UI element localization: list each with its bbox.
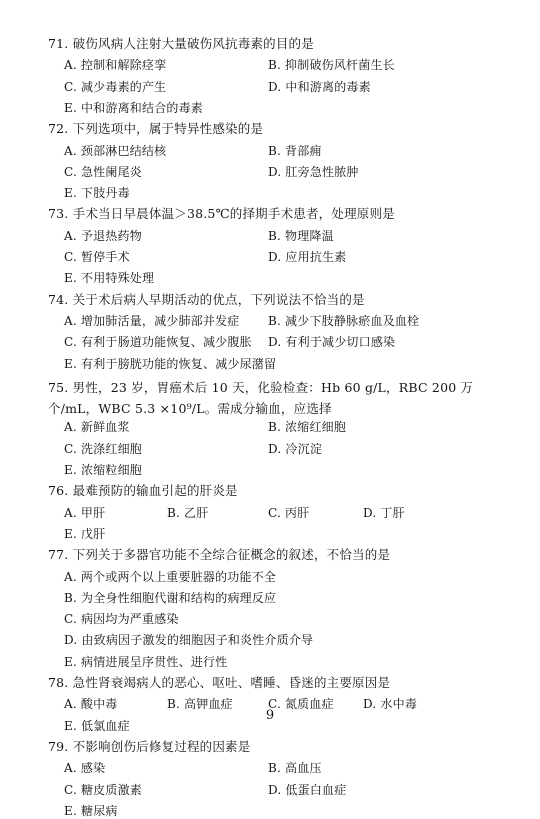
question-stem: 78. 急性肾衰竭病人的恶心、呕吐、嗜睡、昏迷的主要原因是 bbox=[48, 675, 391, 690]
question-stem: 76. 最难预防的输血引起的肝炎是 bbox=[48, 483, 238, 499]
option-d: D. 有利于减少切口感染 bbox=[268, 335, 396, 350]
option-d: D. 应用抗生素 bbox=[268, 250, 347, 264]
option-a: A. 甲肝 bbox=[64, 505, 106, 520]
option-e: E. 中和游离和结合的毒素 bbox=[64, 100, 203, 115]
option-d: D. 冷沉淀 bbox=[268, 441, 323, 456]
option-d: D. 由致病因子激发的细胞因子和炎性介质介导 bbox=[64, 633, 314, 648]
option-e: E. 病情进展呈序贯性、进行性 bbox=[64, 654, 228, 669]
option-e: E. 低氯血症 bbox=[64, 718, 130, 733]
question-stem: 72. 下列选项中，属于特异性感染的是 bbox=[48, 121, 264, 137]
option-a: A. 颈部淋巴结结核 bbox=[64, 143, 167, 158]
option-d: D. 丁肝 bbox=[363, 505, 405, 520]
option-e: E. 戊肝 bbox=[64, 526, 106, 541]
option-d: D. 水中毒 bbox=[363, 697, 418, 712]
option-b: B. 高钾血症 bbox=[167, 697, 233, 712]
question-stem: 77. 下列关于多器官功能不全综合征概念的叙述，不恰当的是 bbox=[48, 547, 391, 563]
question-stem: 73. 手术当日早晨体温＞38.5℃的择期手术患者，处理原则是 bbox=[48, 206, 395, 222]
question-stem: 74. 关于术后病人早期活动的优点，下列说法不恰当的是 bbox=[48, 291, 365, 307]
option-d: D. 中和游离的毒素 bbox=[268, 79, 371, 94]
option-b: B. 抑制破伤风杆菌生长 bbox=[268, 58, 395, 73]
question-stem: 75. 男性，23 岁，胃癌术后 10 天，化验检查：Hb 60 g/L，RBC 200 万个/mL，WBC 5.3 ×10⁹/L。需成分输血，应选择 bbox=[48, 379, 474, 417]
option-a: A. 感染 bbox=[64, 761, 106, 776]
question-stem: 79. 不影响创伤后修复过程的因素是 bbox=[48, 738, 251, 754]
option-b: B. 浓缩红细胞 bbox=[268, 420, 347, 435]
option-c: C. 丙肝 bbox=[268, 505, 310, 520]
option-c: C. 洗涤红细胞 bbox=[64, 441, 142, 456]
option-a: A. 新鲜血浆 bbox=[64, 420, 130, 435]
option-e: E. 不用特殊处理 bbox=[64, 271, 155, 286]
option-c: C. 暂停手术 bbox=[64, 250, 130, 264]
option-a: A. 两个或两个以上重要脏器的功能不全 bbox=[64, 569, 277, 584]
option-b: B. 背部痈 bbox=[268, 143, 322, 158]
question-stem: 71. 破伤风病人注射大量破伤风抗毒素的目的是 bbox=[48, 36, 314, 51]
option-c: C. 氮质血症 bbox=[268, 697, 334, 712]
option-a: A. 增加肺活量，减少肺部并发症 bbox=[64, 313, 240, 328]
option-a: A. 予退热药物 bbox=[64, 228, 142, 243]
option-c: C. 急性阑尾炎 bbox=[64, 164, 142, 179]
page-number: 9 bbox=[265, 708, 275, 723]
option-b: B. 高血压 bbox=[268, 761, 322, 776]
option-b: B. 乙肝 bbox=[167, 505, 209, 520]
option-e: E. 糖尿病 bbox=[64, 803, 118, 818]
option-b: B. 物理降温 bbox=[268, 228, 334, 243]
option-c: C. 减少毒素的产生 bbox=[64, 79, 167, 94]
option-b: B. 为全身性细胞代谢和结构的病理反应 bbox=[64, 590, 277, 605]
option-a: A. 酸中毒 bbox=[64, 697, 118, 712]
option-a: A. 控制和解除痉挛 bbox=[64, 58, 167, 73]
option-c: C. 有利于肠道功能恢复、减少腹胀 bbox=[64, 335, 252, 350]
option-d: D. 低蛋白血症 bbox=[268, 782, 347, 797]
option-e: E. 下肢丹毒 bbox=[64, 186, 130, 201]
option-d: D. 肛旁急性脓肿 bbox=[268, 164, 359, 179]
option-b: B. 减少下肢静脉瘀血及血栓 bbox=[268, 313, 420, 328]
option-e: E. 有利于膀胱功能的恢复、减少尿潴留 bbox=[64, 356, 277, 371]
option-c: C. 病因均为严重感染 bbox=[64, 612, 179, 627]
option-c: C. 糖皮质激素 bbox=[64, 782, 142, 797]
option-e: E. 浓缩粒细胞 bbox=[64, 463, 142, 477]
